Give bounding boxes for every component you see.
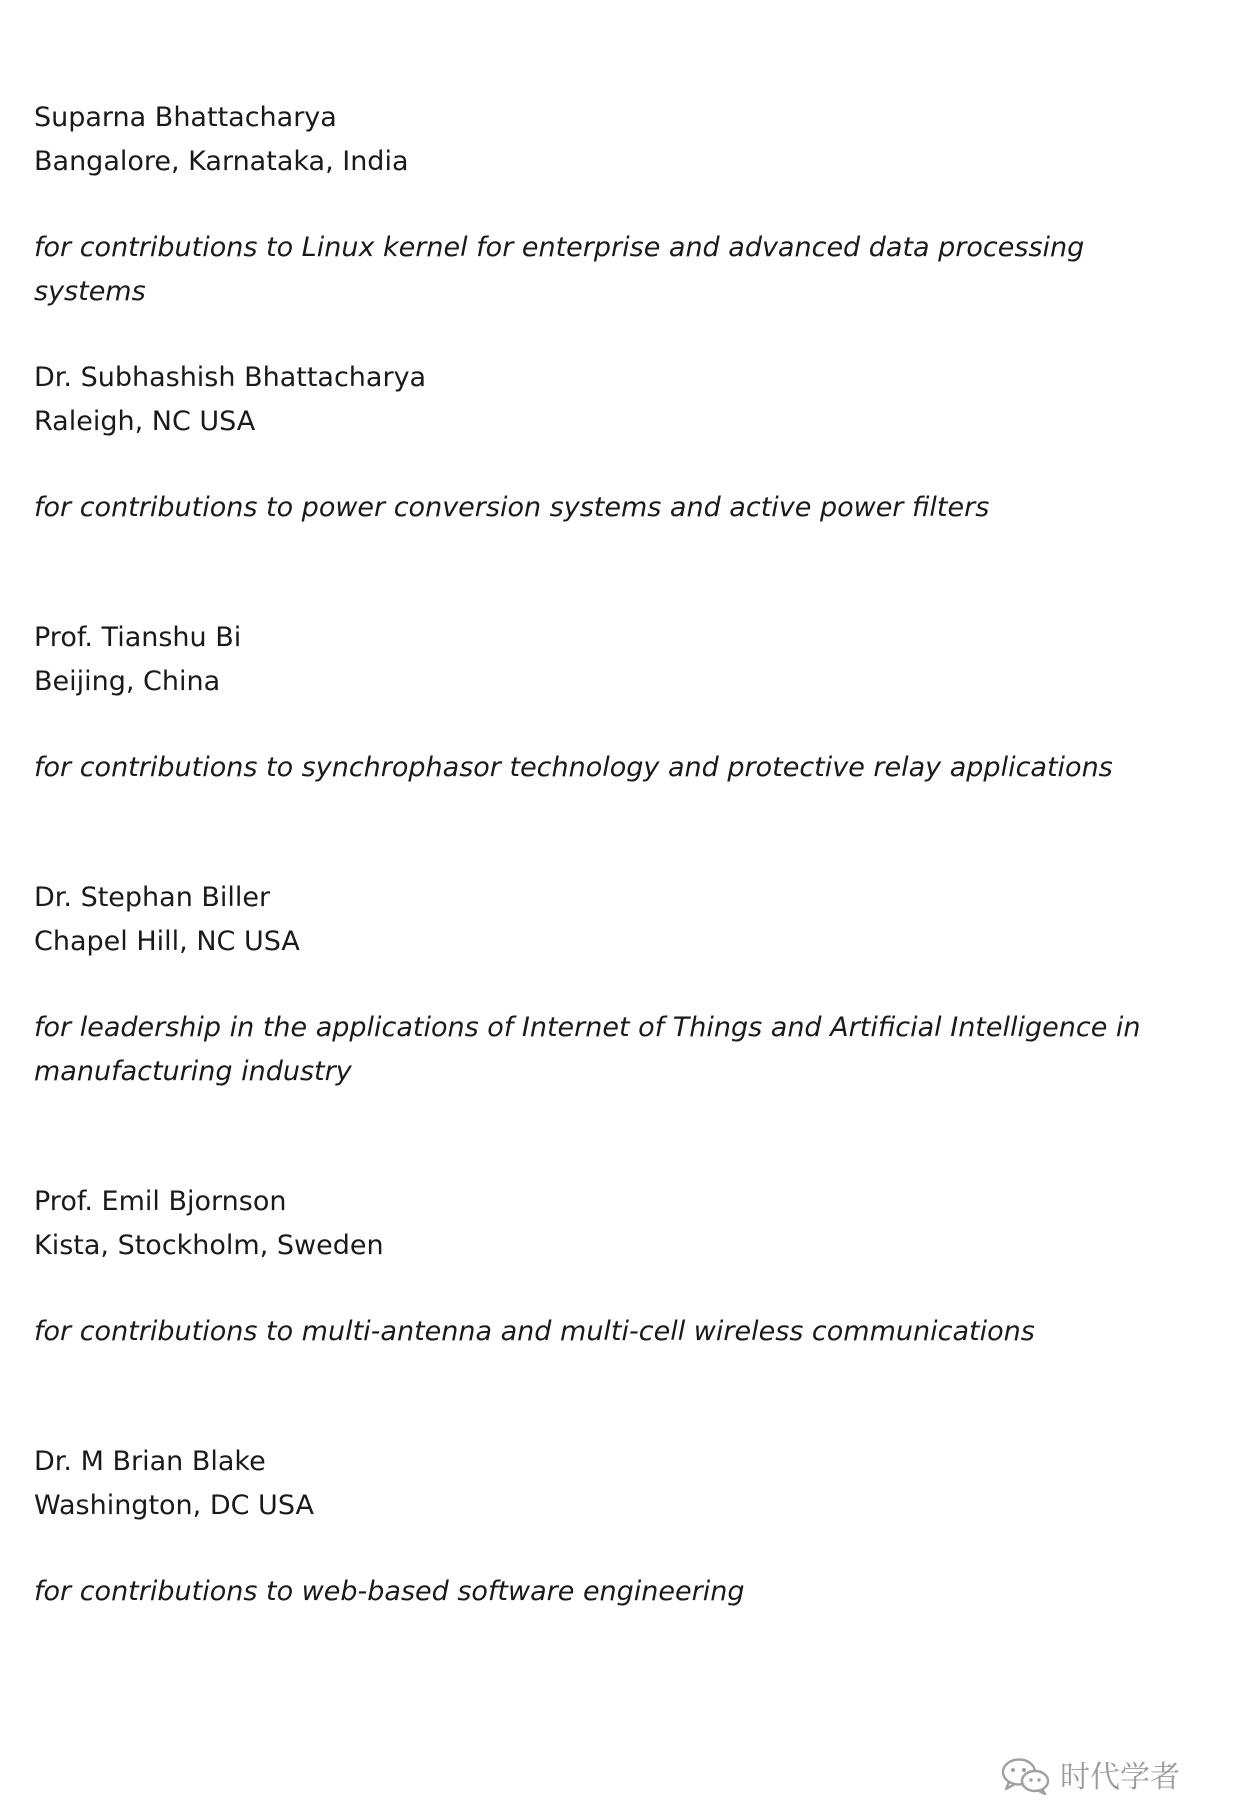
fellow-name: Dr. M Brian Blake (34, 1446, 266, 1477)
fellow-citation: for leadership in the applications of Internet of Things and Artificial Intelligence in manufacturing industry (34, 1012, 1141, 1087)
fellow-name: Dr. Stephan Biller (34, 882, 271, 913)
fellow-name: Suparna Bhattacharya (34, 102, 337, 133)
fellow-entry-6 (34, 1440, 1214, 1614)
fellow-entry-1 (34, 96, 1214, 314)
fellow-location: Kista, Stockholm, Sweden (34, 1230, 384, 1261)
fellow-citation: for contributions to Linux kernel for enterprise and advanced data processing systems (34, 232, 1085, 307)
fellow-entry-5 (34, 1180, 1214, 1354)
fellow-location: Raleigh, NC USA (34, 406, 256, 437)
fellow-citation: for contributions to power conversion systems and active power filters (34, 492, 990, 523)
fellow-location: Bangalore, Karnataka, India (34, 146, 409, 177)
watermark (1000, 1756, 1180, 1800)
watermark-text: 时代学者 (1060, 1760, 1180, 1795)
fellow-name: Prof. Tianshu Bi (34, 622, 242, 653)
fellow-location: Chapel Hill, NC USA (34, 926, 300, 957)
fellow-entry-4 (34, 876, 1214, 1094)
fellow-citation: for contributions to web-based software engineering (34, 1576, 745, 1607)
fellow-location: Beijing, China (34, 666, 221, 697)
fellow-entry-2 (34, 356, 1214, 530)
fellow-citation: for contributions to synchrophasor technology and protective relay applications (34, 752, 1113, 783)
fellow-entry-3 (34, 616, 1214, 790)
fellow-location: Washington, DC USA (34, 1490, 314, 1521)
fellow-name: Prof. Emil Bjornson (34, 1186, 287, 1217)
fellow-citation: for contributions to multi-antenna and multi-cell wireless communications (34, 1316, 1035, 1347)
fellow-name: Dr. Subhashish Bhattacharya (34, 362, 427, 393)
wechat-icon (1000, 1757, 1052, 1799)
